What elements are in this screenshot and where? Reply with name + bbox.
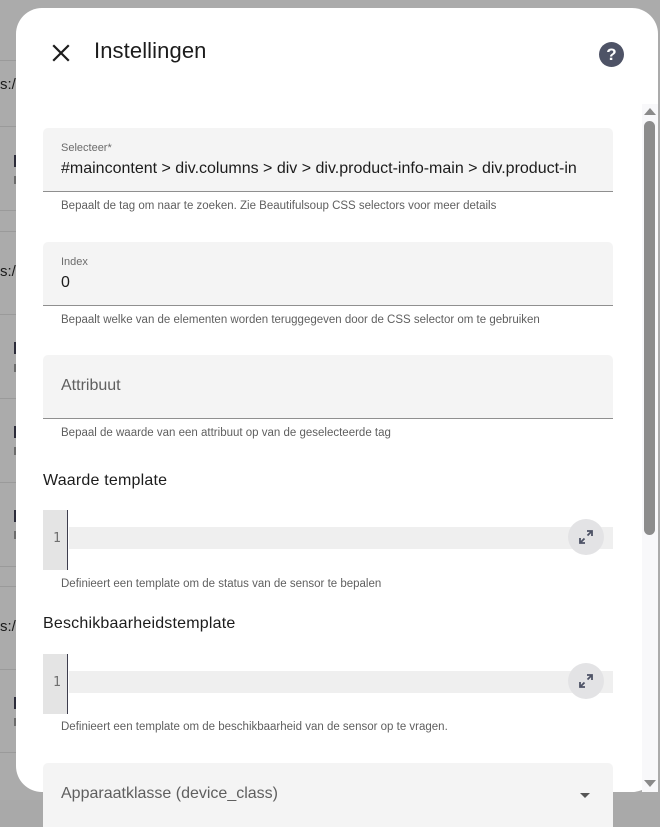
scroll-up-arrow-icon[interactable] (644, 108, 656, 115)
expand-icon (578, 529, 594, 545)
line-gutter (43, 510, 68, 570)
device-class-select[interactable] (43, 763, 613, 827)
availability-template-editor[interactable] (43, 654, 613, 714)
index-value: 0 (61, 274, 70, 291)
attribute-field[interactable] (43, 355, 613, 419)
device-class-placeholder: Apparaatklasse (device_class) (61, 785, 278, 802)
selector-helper: Bepaalt de tag om naar te zoeken. Zie Beautifulsoup CSS selectors voor meer details (61, 200, 497, 212)
bg-url-text: s:/ (0, 76, 16, 93)
attribute-placeholder: Attribuut (61, 377, 121, 394)
scrollbar[interactable] (642, 104, 658, 792)
index-label: Index (61, 256, 88, 268)
line-number: 1 (53, 675, 61, 690)
expand-button[interactable] (568, 663, 604, 699)
scroll-down-arrow-icon[interactable] (644, 780, 656, 787)
value-template-editor[interactable] (43, 510, 613, 570)
code-line[interactable] (69, 671, 613, 693)
close-icon (52, 44, 70, 62)
expand-button[interactable] (568, 519, 604, 555)
availability-template-helper: Definieert een template om de beschikbaarheid van de sensor op te vragen. (61, 721, 448, 733)
line-gutter (43, 654, 68, 714)
index-field[interactable] (43, 242, 613, 306)
settings-dialog (16, 8, 658, 802)
selector-value: #maincontent > div.columns > div > div.product-info-main > div.product-in (61, 160, 577, 177)
value-template-title: Waarde template (43, 472, 168, 489)
attribute-helper: Bepaal de waarde van een attribuut op van de geselecteerde tag (61, 427, 391, 439)
dropdown-arrow-icon (580, 793, 590, 798)
value-template-helper: Definieert een template om de status van de sensor te bepalen (61, 578, 382, 590)
dialog-header (16, 8, 658, 100)
help-button[interactable] (599, 42, 624, 67)
close-button[interactable] (46, 38, 76, 68)
line-number: 1 (53, 531, 61, 546)
selector-label: Selecteer* (61, 142, 112, 154)
bg-url-text: s:/ (0, 618, 16, 635)
availability-template-title: Beschikbaarheidstemplate (43, 615, 236, 632)
dialog-title: Instellingen (94, 38, 207, 63)
selector-field[interactable] (43, 128, 613, 192)
bg-url-text: s:/ (0, 263, 16, 280)
code-line[interactable] (69, 527, 613, 549)
scroll-thumb[interactable] (644, 121, 655, 535)
expand-icon (578, 673, 594, 689)
help-icon: ? (606, 44, 617, 64)
index-helper: Bepaalt welke van de elementen worden teruggegeven door de CSS selector om te gebruiken (61, 314, 540, 326)
